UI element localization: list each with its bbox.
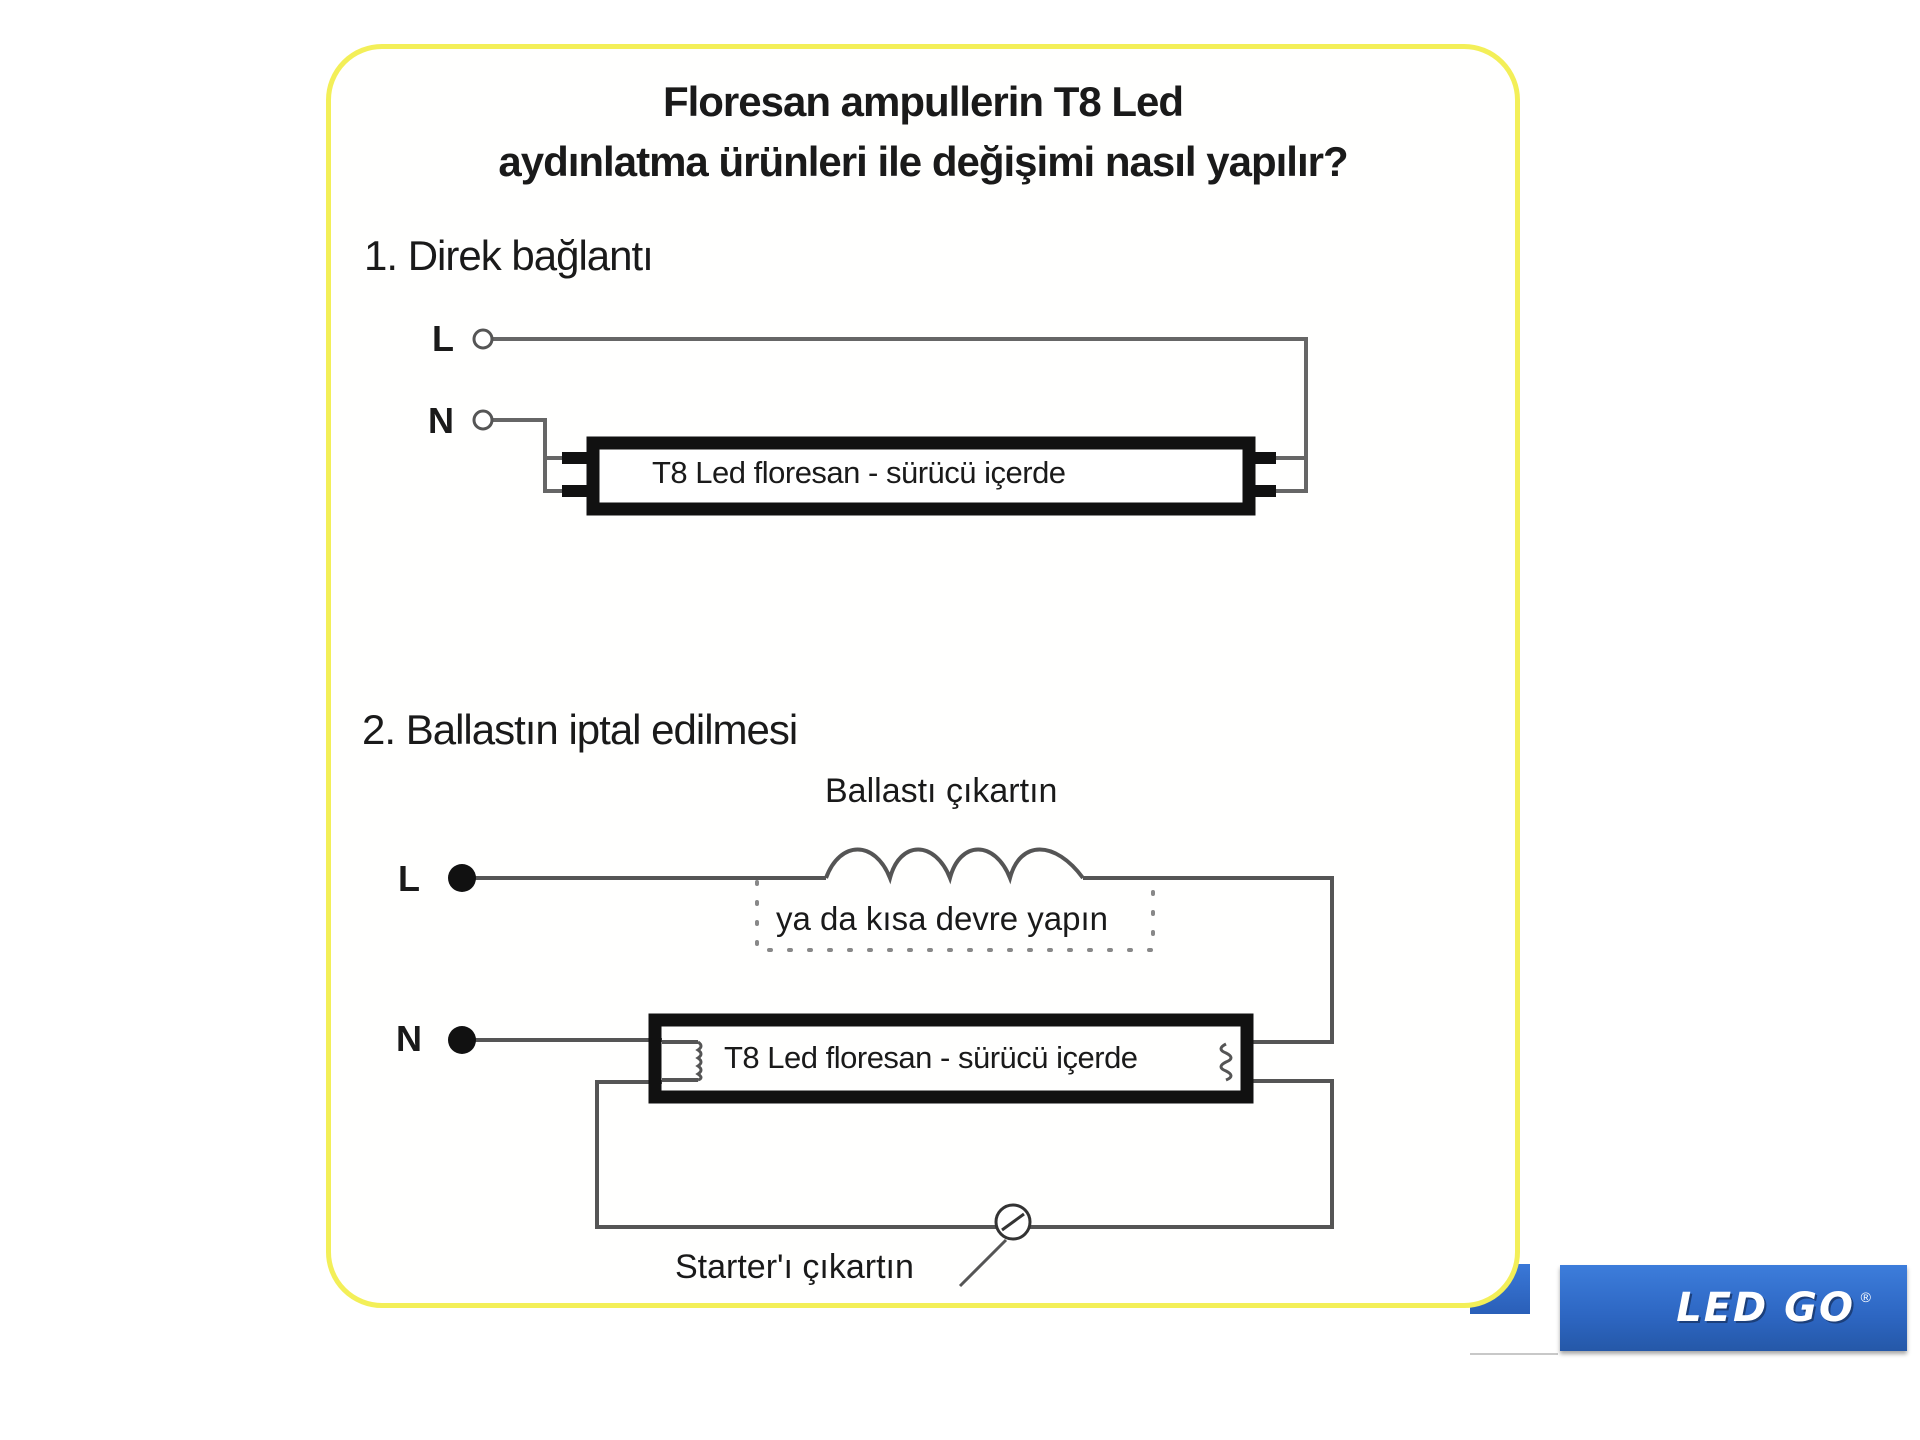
section2-heading: 2. Ballastın iptal edilmesi <box>362 706 798 753</box>
brand-logo <box>1560 1265 1907 1351</box>
section2-terminal-L: L <box>398 858 420 899</box>
title-line-1: Floresan ampullerin T8 Led <box>662 78 1184 125</box>
section2-terminal-N: N <box>396 1018 422 1059</box>
registered-mark: ® <box>1860 1289 1871 1305</box>
ballast-label: Ballastı çıkartın <box>825 772 1058 810</box>
section1-tube-label: T8 Led floresan - sürücü içerde <box>652 455 1066 490</box>
section1-terminal-N: N <box>428 400 454 441</box>
short-circuit-dotted-box <box>757 882 1153 950</box>
section2-terminal-N-icon <box>448 1026 476 1054</box>
section1-terminal-L: L <box>432 318 454 359</box>
title-line-2: aydınlatma ürünleri ile değişimi nasıl yapılır? <box>498 138 1348 185</box>
starter-label: Starter'ı çıkartın <box>675 1248 914 1286</box>
section2-tube-label: T8 Led floresan - sürücü içerde <box>724 1040 1138 1075</box>
logo-text: LED GO <box>1676 1285 1855 1331</box>
short-circuit-label: ya da kısa devre yapın <box>776 900 1109 937</box>
section1-terminal-N-icon <box>474 411 492 429</box>
section1-heading: 1. Direk bağlantı <box>364 232 653 279</box>
section2-terminal-L-icon <box>448 864 476 892</box>
section1-terminal-L-icon <box>474 330 492 348</box>
